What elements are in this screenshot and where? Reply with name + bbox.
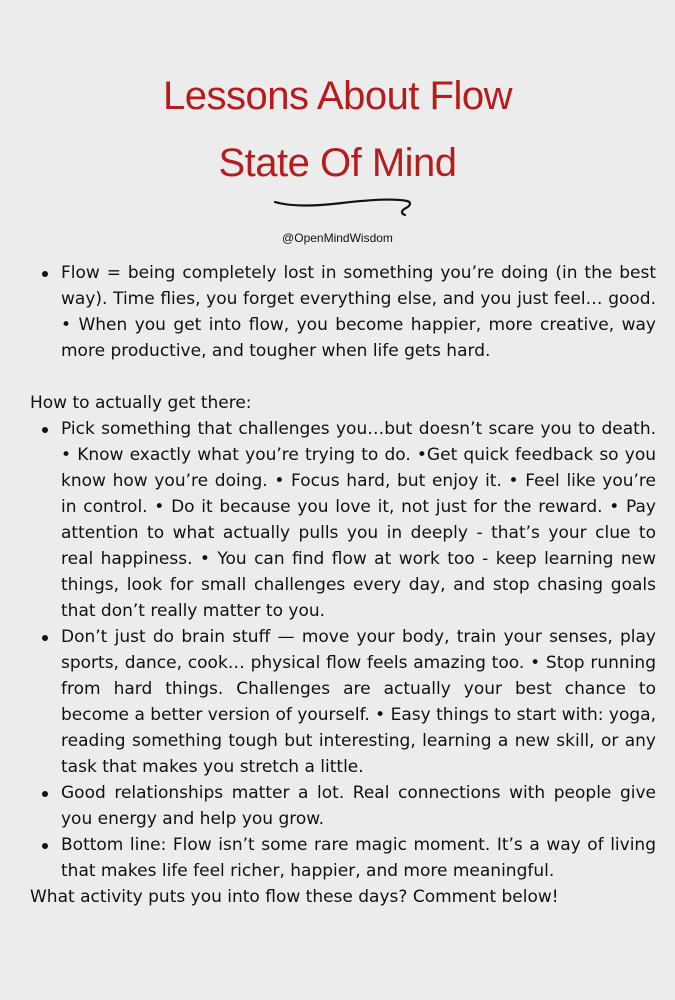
section-heading: How to actually get there: <box>30 393 252 413</box>
list-item <box>30 780 656 832</box>
intro-list <box>30 260 656 364</box>
list-item-text: Bottom line: Flow isn’t some rare magic moment. It’s a way of living that makes life feel richer, happier, and more meaningful. <box>61 835 656 881</box>
bullet-dot-icon <box>42 635 48 641</box>
list-item <box>30 260 656 364</box>
list-item <box>30 624 656 780</box>
list-item <box>30 416 656 624</box>
list-item <box>30 832 656 884</box>
closing-question: What activity puts you into flow these days? Comment below! <box>30 887 559 907</box>
how-list <box>30 416 656 884</box>
bullet-dot-icon <box>42 843 48 849</box>
list-item-text: Flow = being completely lost in something you’re doing (in the best way). Time flies, you forget everything else, and you just feel… good. • When you get into flow, you become happier, more creative, way more productive, and tougher when life gets hard. <box>61 263 656 361</box>
bullet-dot-icon <box>42 427 48 433</box>
squiggle-underline-icon <box>272 193 412 223</box>
list-item-text: Don’t just do brain stuff — move your body, train your senses, play sports, dance, cook… physical flow feels amazing too. • Stop running from hard things. Challenges are actually your best chance to become a better version of yourself. • Easy things to start with: yoga, reading something tough but interesting, learning a new skill, or any task that makes you stretch a little. <box>61 627 656 777</box>
author-handle: @OpenMindWisdom <box>282 231 393 245</box>
post-body <box>30 260 656 910</box>
paragraph-spacer <box>30 364 656 390</box>
bullet-dot-icon <box>42 791 48 797</box>
page-title-line-2: State Of Mind <box>218 141 457 185</box>
page-title-line-1: Lessons About Flow <box>163 74 512 118</box>
list-item-text: Pick something that challenges you…but doesn’t scare you to death. • Know exactly what you’re trying to do. •Get quick feedback so you know how you’re doing. • Focus hard, but enjoy it. • Feel like you’re in control. • Do it because you love it, not just for the reward. • Pay attention to what actually pulls you in deeply - that’s your clue to real happiness. • You can find flow at work too - keep learning new things, look for small challenges every day, and stop chasing goals that don’t really matter to you. <box>61 419 656 621</box>
list-item-text: Good relationships matter a lot. Real connections with people give you energy and help you grow. <box>61 783 656 829</box>
bullet-dot-icon <box>42 271 48 277</box>
